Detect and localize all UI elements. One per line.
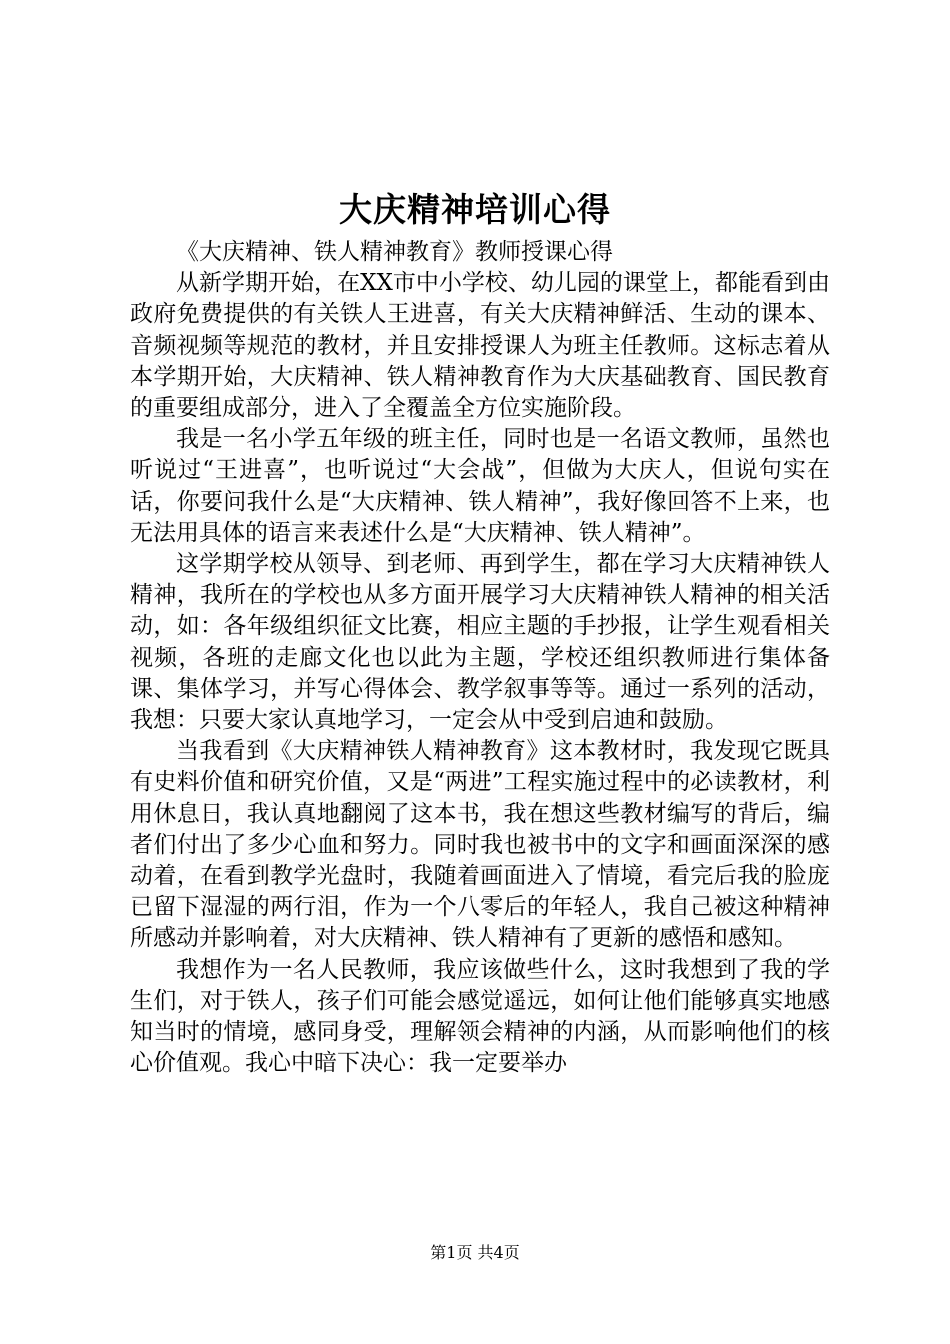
- document-body: [130, 237, 830, 1079]
- paragraph: 从新学期开始，在XX市中小学校、幼儿园的课堂上，都能看到由政府免费提供的有关铁人王进喜，有关大庆精神鲜活、生动的课本、音频视频等规范的教材，并且安排授课人为班主任教师。这标志着从本学期开始，大庆精神、铁人精神教育作为大庆基础教育、国民教育的重要组成部分，进入了全覆盖全方位实施阶段。: [130, 270, 830, 422]
- document-title: 大庆精神培训心得: [339, 190, 611, 229]
- page-footer: 第1页 共4页: [430, 1243, 520, 1262]
- paragraph: 我想作为一名人民教师，我应该做些什么，这时我想到了我的学生们，对于铁人，孩子们可能会感觉遥远，如何让他们能够真实地感知当时的情境，感同身受，理解领会精神的内涵，从而影响他们的核心价值观。我心中暗下决心：我一定要举办: [130, 956, 830, 1077]
- document-subtitle: 《大庆精神、铁人精神教育》教师授课心得: [176, 239, 613, 265]
- paragraph: 这学期学校从领导、到老师、再到学生，都在学习大庆精神铁人精神，我所在的学校也从多方面开展学习大庆精神铁人精神的相关活动，如：各年级组织征文比赛，相应主题的手抄报，让学生观看相关视频，各班的走廊文化也以此为主题，学校还组织教师进行集体备课、集体学习，并写心得体会、教学叙事等等。通过一系列的活动，我想：只要大家认真地学习，一定会从中受到启迪和鼓励。: [130, 551, 830, 734]
- paragraph: 我是一名小学五年级的班主任，同时也是一名语文教师，虽然也听说过“王进喜”，也听说过“大会战”，但做为大庆人，但说句实在话，你要问我什么是“大庆精神、铁人精神”，我好像回答不上来，也无法用具体的语言来表述什么是“大庆精神、铁人精神”。: [130, 426, 830, 546]
- paragraph: 当我看到《大庆精神铁人精神教育》这本教材时，我发现它既具有史料价值和研究价值，又是“两进”工程实施过程中的必读教材，利用休息日，我认真地翻阅了这本书，我在想这些教材编写的背后，编者们付出了多少心血和努力。同时我也被书中的文字和画面深深的感动着，在看到教学光盘时，我随着画面进入了情境，看完后我的脸庞已留下湿湿的两行泪，作为一个八零后的年轻人，我自己被这种精神所感动并影响着，对大庆精神、铁人精神有了更新的感悟和感知。: [130, 738, 830, 952]
